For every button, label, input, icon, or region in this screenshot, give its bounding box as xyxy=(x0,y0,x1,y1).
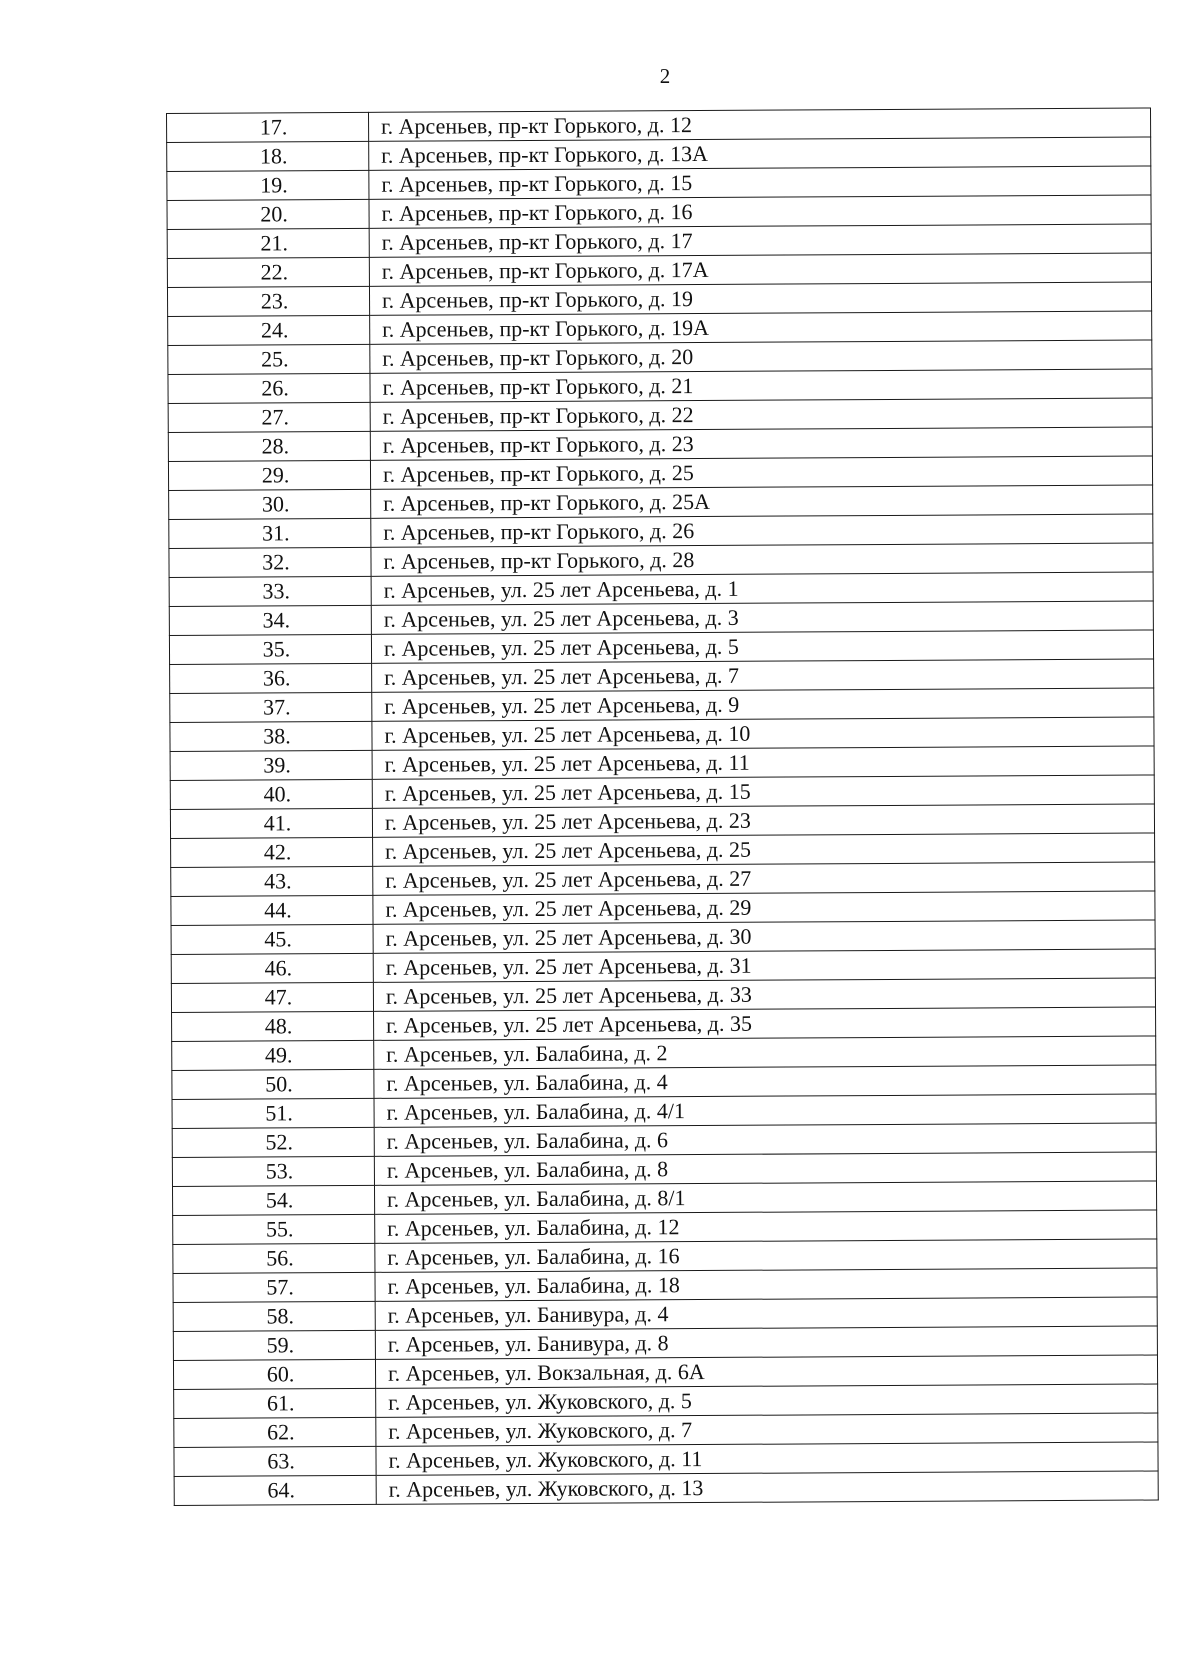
row-number: 55. xyxy=(173,1214,375,1244)
row-address: г. Арсеньев, ул. Балабина, д. 18 xyxy=(375,1268,1157,1301)
row-number: 22. xyxy=(167,257,369,287)
row-number: 25. xyxy=(168,344,370,374)
row-number: 45. xyxy=(171,924,373,954)
row-number: 29. xyxy=(168,460,370,490)
row-address: г. Арсеньев, пр-кт Горького, д. 21 xyxy=(370,369,1152,402)
row-number: 37. xyxy=(170,692,372,722)
row-address: г. Арсеньев, ул. Жуковского, д. 11 xyxy=(376,1442,1158,1475)
row-number: 33. xyxy=(169,576,371,606)
row-address: г. Арсеньев, пр-кт Горького, д. 13А xyxy=(369,137,1151,170)
row-address: г. Арсеньев, ул. 25 лет Арсеньева, д. 33 xyxy=(373,978,1155,1011)
row-number: 23. xyxy=(167,286,369,316)
row-address: г. Арсеньев, ул. 25 лет Арсеньева, д. 1 xyxy=(371,572,1153,605)
row-number: 57. xyxy=(173,1272,375,1302)
row-address: г. Арсеньев, ул. 25 лет Арсеньева, д. 9 xyxy=(372,688,1154,721)
row-address: г. Арсеньев, ул. Балабина, д. 8 xyxy=(374,1152,1156,1185)
row-number: 21. xyxy=(167,228,369,258)
row-address: г. Арсеньев, ул. 25 лет Арсеньева, д. 15 xyxy=(372,775,1154,808)
row-address: г. Арсеньев, пр-кт Горького, д. 23 xyxy=(370,427,1152,460)
row-number: 26. xyxy=(168,373,370,403)
address-table-body xyxy=(167,108,1159,1505)
row-number: 43. xyxy=(171,866,373,896)
row-number: 53. xyxy=(172,1156,374,1186)
row-number: 48. xyxy=(172,1011,374,1041)
row-address: г. Арсеньев, пр-кт Горького, д. 22 xyxy=(370,398,1152,431)
row-address: г. Арсеньев, ул. 25 лет Арсеньева, д. 10 xyxy=(372,717,1154,750)
row-address: г. Арсеньев, пр-кт Горького, д. 28 xyxy=(371,543,1153,576)
row-number: 51. xyxy=(172,1098,374,1128)
row-address: г. Арсеньев, ул. 25 лет Арсеньева, д. 5 xyxy=(371,630,1153,663)
row-number: 18. xyxy=(167,141,369,171)
row-address: г. Арсеньев, пр-кт Горького, д. 25А xyxy=(371,485,1153,518)
row-address: г. Арсеньев, ул. Балабина, д. 6 xyxy=(374,1123,1156,1156)
row-address: г. Арсеньев, ул. 25 лет Арсеньева, д. 27 xyxy=(373,862,1155,895)
row-number: 60. xyxy=(173,1359,375,1389)
row-number: 32. xyxy=(169,547,371,577)
row-number: 41. xyxy=(170,808,372,838)
row-address: г. Арсеньев, пр-кт Горького, д. 15 xyxy=(369,166,1151,199)
row-number: 52. xyxy=(172,1127,374,1157)
row-number: 36. xyxy=(170,663,372,693)
row-address: г. Арсеньев, пр-кт Горького, д. 19А xyxy=(370,311,1152,344)
row-number: 38. xyxy=(170,721,372,751)
row-address: г. Арсеньев, ул. Жуковского, д. 13 xyxy=(376,1471,1158,1504)
row-number: 56. xyxy=(173,1243,375,1273)
row-number: 63. xyxy=(174,1446,376,1476)
row-address: г. Арсеньев, пр-кт Горького, д. 17А xyxy=(369,253,1151,286)
row-number: 44. xyxy=(171,895,373,925)
row-address: г. Арсеньев, пр-кт Горького, д. 19 xyxy=(369,282,1151,315)
row-number: 58. xyxy=(173,1301,375,1331)
row-address: г. Арсеньев, ул. Жуковского, д. 5 xyxy=(376,1384,1158,1417)
row-address: г. Арсеньев, пр-кт Горького, д. 16 xyxy=(369,195,1151,228)
row-number: 17. xyxy=(167,112,369,142)
row-address: г. Арсеньев, ул. Жуковского, д. 7 xyxy=(376,1413,1158,1446)
row-address: г. Арсеньев, ул. 25 лет Арсеньева, д. 23 xyxy=(372,804,1154,837)
row-number: 34. xyxy=(169,605,371,635)
row-number: 19. xyxy=(167,170,369,200)
row-number: 42. xyxy=(171,837,373,867)
row-address: г. Арсеньев, ул. Банивура, д. 4 xyxy=(375,1297,1157,1330)
row-address: г. Арсеньев, ул. 25 лет Арсеньева, д. 31 xyxy=(373,949,1155,982)
row-address: г. Арсеньев, ул. Балабина, д. 12 xyxy=(375,1210,1157,1243)
row-number: 30. xyxy=(169,489,371,519)
row-address: г. Арсеньев, ул. Балабина, д. 4/1 xyxy=(374,1094,1156,1127)
row-number: 24. xyxy=(168,315,370,345)
row-address: г. Арсеньев, пр-кт Горького, д. 25 xyxy=(370,456,1152,489)
page-number: 2 xyxy=(659,64,671,88)
row-number: 35. xyxy=(169,634,371,664)
row-number: 59. xyxy=(173,1330,375,1360)
row-number: 39. xyxy=(170,750,372,780)
row-number: 20. xyxy=(167,199,369,229)
row-address: г. Арсеньев, ул. 25 лет Арсеньева, д. 11 xyxy=(372,746,1154,779)
row-number: 46. xyxy=(171,953,373,983)
row-address: г. Арсеньев, пр-кт Горького, д. 12 xyxy=(368,108,1150,141)
row-number: 31. xyxy=(169,518,371,548)
row-address: г. Арсеньев, ул. 25 лет Арсеньева, д. 25 xyxy=(373,833,1155,866)
row-address: г. Арсеньев, ул. Балабина, д. 16 xyxy=(375,1239,1157,1272)
row-number: 62. xyxy=(174,1417,376,1447)
row-address: г. Арсеньев, ул. 25 лет Арсеньева, д. 7 xyxy=(372,659,1154,692)
row-address: г. Арсеньев, ул. 25 лет Арсеньева, д. 29 xyxy=(373,891,1155,924)
row-address: г. Арсеньев, пр-кт Горького, д. 26 xyxy=(371,514,1153,547)
row-number: 47. xyxy=(171,982,373,1012)
row-number: 64. xyxy=(174,1475,376,1505)
row-number: 40. xyxy=(170,779,372,809)
row-number: 27. xyxy=(168,402,370,432)
row-number: 54. xyxy=(172,1185,374,1215)
row-address: г. Арсеньев, ул. 25 лет Арсеньева, д. 35 xyxy=(374,1007,1156,1040)
row-address: г. Арсеньев, ул. Вокзальная, д. 6А xyxy=(375,1355,1157,1388)
row-number: 61. xyxy=(174,1388,376,1418)
row-address: г. Арсеньев, ул. Банивура, д. 8 xyxy=(375,1326,1157,1359)
row-address: г. Арсеньев, пр-кт Горького, д. 20 xyxy=(370,340,1152,373)
row-address: г. Арсеньев, ул. Балабина, д. 2 xyxy=(374,1036,1156,1069)
row-address: г. Арсеньев, ул. 25 лет Арсеньева, д. 30 xyxy=(373,920,1155,953)
row-address: г. Арсеньев, ул. 25 лет Арсеньева, д. 3 xyxy=(371,601,1153,634)
row-number: 49. xyxy=(172,1040,374,1070)
row-address: г. Арсеньев, ул. Балабина, д. 8/1 xyxy=(374,1181,1156,1214)
table-row xyxy=(174,1471,1158,1505)
row-address: г. Арсеньев, пр-кт Горького, д. 17 xyxy=(369,224,1151,257)
address-table-wrapper xyxy=(166,108,1158,1506)
row-number: 28. xyxy=(168,431,370,461)
address-table xyxy=(166,107,1159,1505)
row-address: г. Арсеньев, ул. Балабина, д. 4 xyxy=(374,1065,1156,1098)
row-number: 50. xyxy=(172,1069,374,1099)
